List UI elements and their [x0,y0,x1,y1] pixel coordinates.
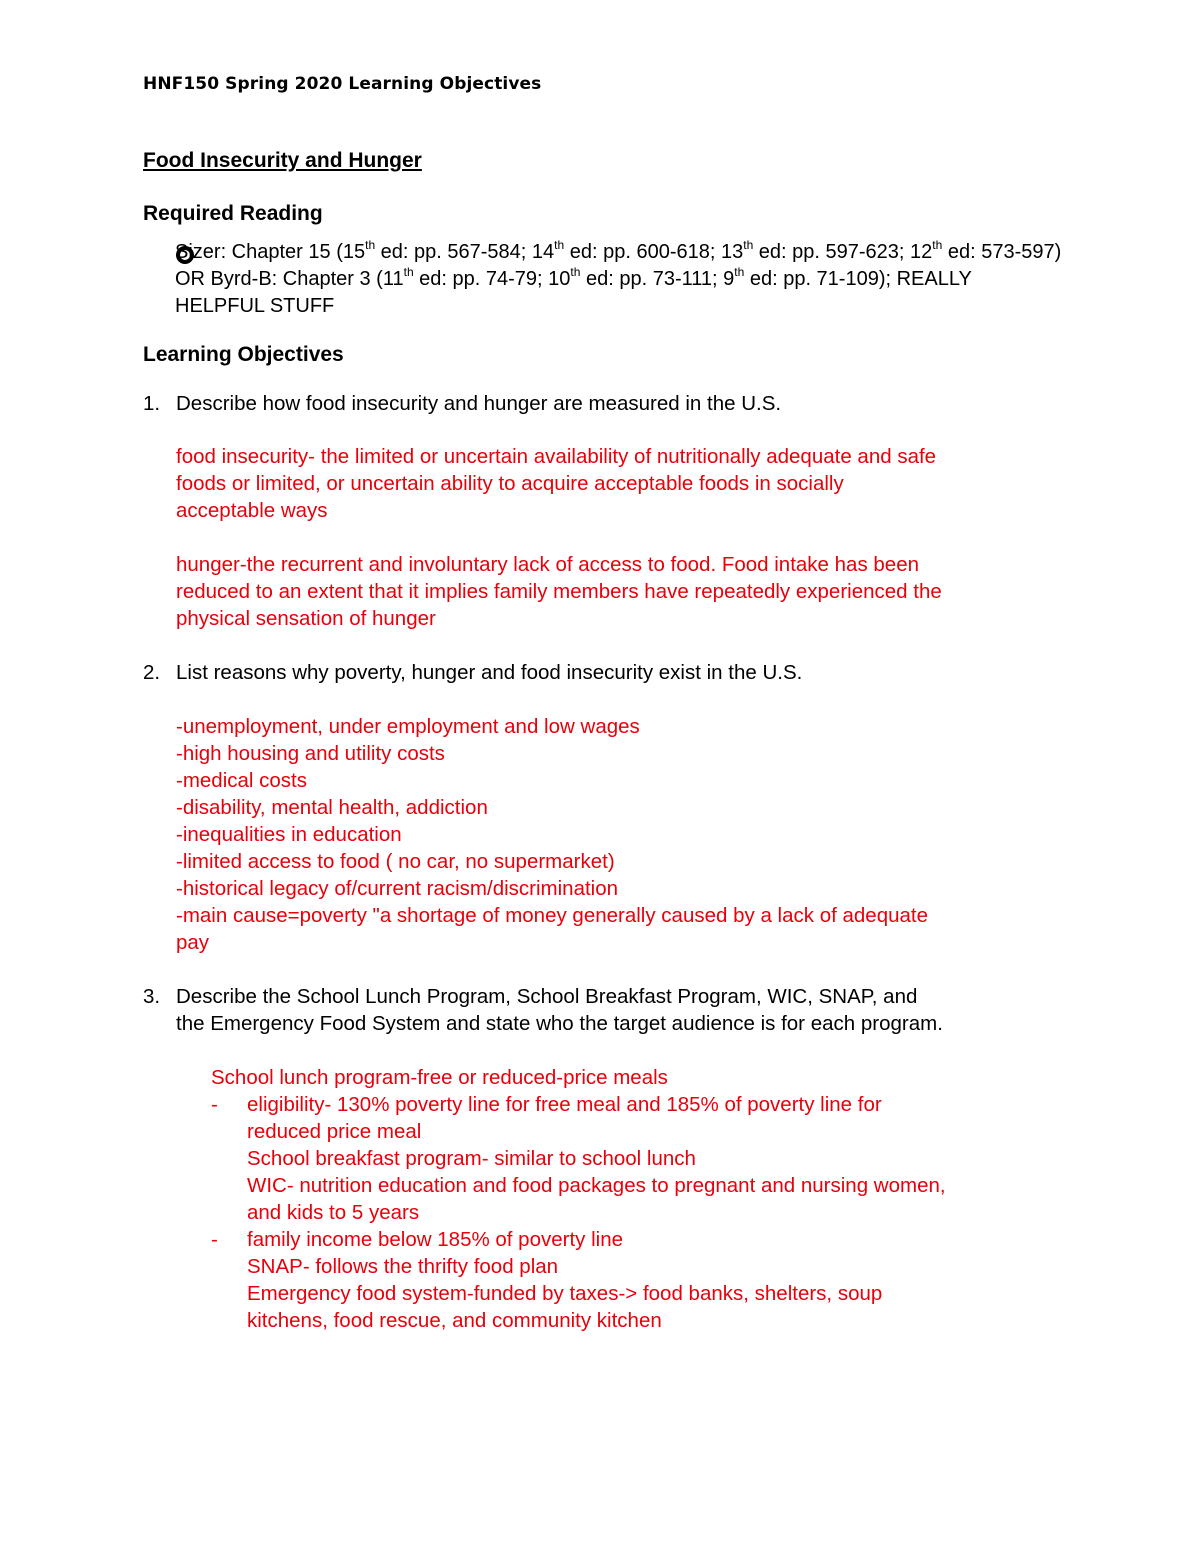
objective-1-question: Describe how food insecurity and hunger are measured in the U.S. [176,392,782,415]
learning-objectives-heading: Learning Objectives [143,343,344,366]
objective-1-answer-line: hunger-the recurrent and involuntary lack of access to food. Food intake has been [176,553,920,576]
objective-1-answer-line: reduced to an extent that it implies family members have repeatedly experienced the [176,580,942,603]
objective-3-answer-intro: School lunch program-free or reduced-price meals [211,1066,668,1089]
objective-2-answer-line: -medical costs [176,769,308,792]
objective-2-answer-line: -disability, mental health, addiction [176,796,488,819]
objective-3-answer-line: and kids to 5 years [247,1201,420,1224]
objective-3-question: Describe the School Lunch Program, School Breakfast Program, WIC, SNAP, and [176,985,918,1008]
page-header: HNF150 Spring 2020 Learning Objectives [143,74,542,94]
objective-3-answer-line: School breakfast program- similar to school lunch [247,1147,696,1170]
objective-2-answer-line: -inequalities in education [176,823,402,846]
objective-3-answer-line: SNAP- follows the thrifty food plan [247,1255,559,1278]
objective-2-answer-line: pay [176,931,210,954]
objective-3-answer-line: eligibility- 130% poverty line for free meal and 185% of poverty line for [247,1093,882,1116]
required-reading-text: Sizer: Chapter 15 (15th ed: pp. 567-584; 14th ed: pp. 600-618; 13th ed: pp. 597-623; 12th ed: 573-597) OR Byrd-B: Chapter 3 (11th ed: pp. 74-79; 10th ed: pp. 73-111; 9th ed: pp. 71-109); REALLY HELPFUL STUFF [175,238,1062,317]
objective-3-answer-line: reduced price meal [247,1120,422,1143]
required-reading-heading: Required Reading [143,202,323,225]
objective-3-answer-line: kitchens, food rescue, and community kitchen [247,1309,662,1332]
page-title: Food Insecurity and Hunger [143,149,422,172]
objective-2-answer-line: -historical legacy of/current racism/discrimination [176,877,619,900]
dash-marker: - [211,1228,218,1251]
objective-2-answer-line: -unemployment, under employment and low wages [176,715,640,738]
objective-2-answer-line: -high housing and utility costs [176,742,445,765]
objective-1-answer-line: foods or limited, or uncertain ability to acquire acceptable foods in socially [176,472,844,495]
objective-3-answer-line: WIC- nutrition education and food packages to pregnant and nursing women, [247,1174,946,1197]
objective-3-answer-line: Emergency food system-funded by taxes-> food banks, shelters, soup [247,1282,883,1305]
objective-1-answer-line: physical sensation of hunger [176,607,436,630]
objective-3-answer-line: family income below 185% of poverty line [247,1228,624,1251]
objective-2-answer-line: -main cause=poverty "a shortage of money generally caused by a lack of adequate [176,904,928,927]
objective-3-question: the Emergency Food System and state who the target audience is for each program. [176,1012,943,1035]
objective-1-number: 1. [143,392,161,415]
objective-2-answer-line: -limited access to food ( no car, no supermarket) [176,850,615,873]
objective-2-question: List reasons why poverty, hunger and food insecurity exist in the U.S. [176,661,803,684]
objective-2-number: 2. [143,661,161,684]
objective-3-number: 3. [143,985,161,1008]
objective-1-answer-line: acceptable ways [176,499,328,522]
dash-marker: - [211,1093,218,1116]
objective-1-answer-line: food insecurity- the limited or uncertain availability of nutritionally adequate and safe [176,445,937,468]
